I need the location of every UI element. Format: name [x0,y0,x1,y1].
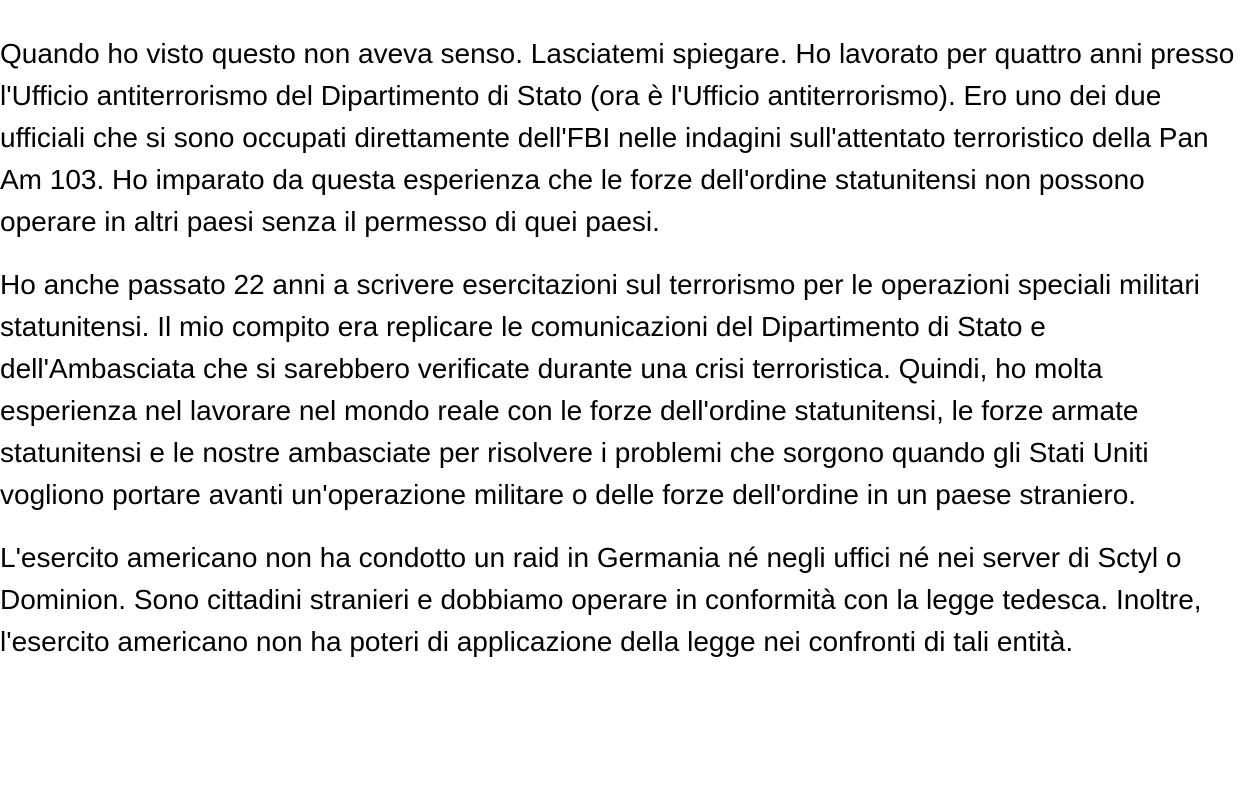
paragraph-2: Ho anche passato 22 anni a scrivere esercitazioni sul terrorismo per le operazioni speciali militari statunitensi. Il mio compito era replicare le comunicazioni del Dipartimento di Stato e dell'Ambasciata che si sarebbero verificate durante una crisi terroristica. Quindi, ho molta esperienza nel lavorare nel mondo reale con le forze dell'ordine statunitensi, le forze armate statunitensi e le nostre ambasciate per risolvere i problemi che sorgono quando gli Stati Uniti vogliono portare avanti un'operazione militare o delle forze dell'ordine in un paese straniero. [0,269,1200,510]
paragraph-3: L'esercito americano non ha condotto un raid in Germania né negli uffici né nei server di Sctyl o Dominion. Sono cittadini stranieri e dobbiamo operare in conformità con la legge tedesca. Inoltre, l'esercito americano non ha poteri di applicazione della legge nei confronti di tali entità. [0,542,1202,657]
paragraph-1: Quando ho visto questo non aveva senso. Lasciatemi spiegare. Ho lavorato per quattro anni presso l'Ufficio antiterrorismo del Dipartimento di Stato (ora è l'Ufficio antiterrorismo). Ero uno dei due ufficiali che si sono occupati direttamente dell'FBI nelle indagini sull'attentato terroristico della Pan Am 103. Ho imparato da questa esperienza che le forze dell'ordine statunitensi non possono operare in altri paesi senza il permesso di quei paesi. [0,38,1235,237]
article-body [0,33,1240,684]
